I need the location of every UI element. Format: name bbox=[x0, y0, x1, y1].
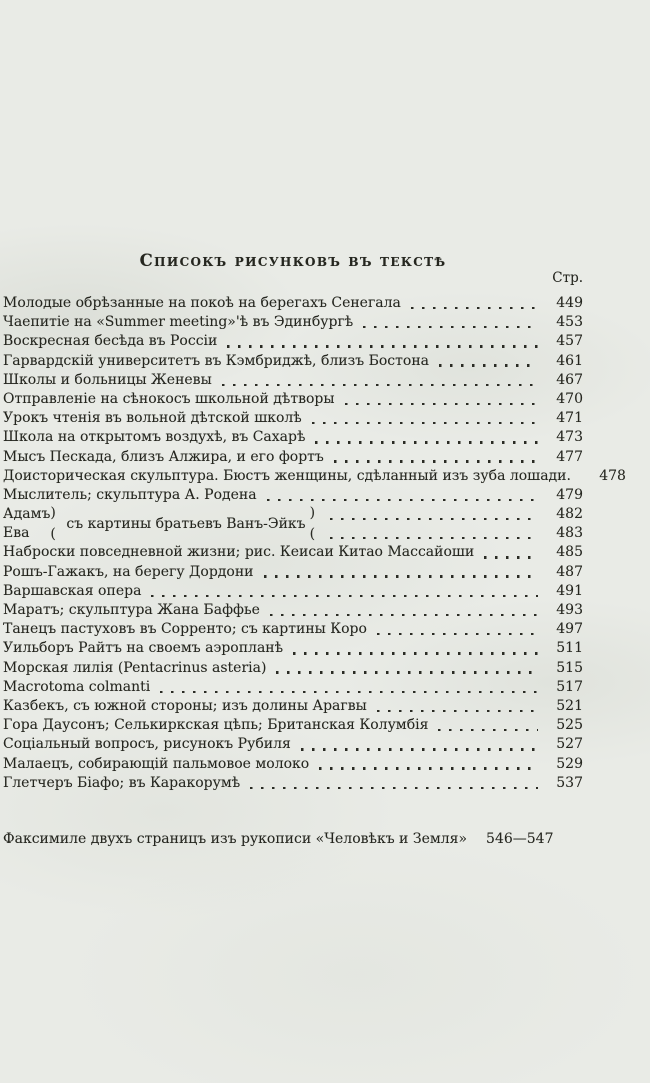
figure-entry-label: Рошъ-Гажакъ, на берегу Дордони bbox=[3, 563, 254, 580]
figure-entry-label: Глетчеръ Біафо; въ Каракорумѣ bbox=[3, 774, 241, 791]
figure-entry-page-number: 470 bbox=[556, 390, 583, 407]
figure-entry-label: Школы и больницы Женевы bbox=[3, 371, 212, 388]
dot-leader bbox=[267, 499, 538, 501]
dot-leader bbox=[222, 384, 538, 386]
figure-entry-label: Гора Даусонъ; Селькиркская цѣпь; Британская Колумбія bbox=[3, 717, 429, 734]
figure-entry-label: Адамъ bbox=[3, 506, 51, 523]
figure-entry-label: Мыслитель; скульптура А. Родена bbox=[3, 486, 257, 503]
figure-entry bbox=[3, 332, 583, 351]
figure-entry bbox=[3, 294, 583, 313]
figure-entry bbox=[3, 448, 583, 467]
figure-entry bbox=[3, 716, 583, 735]
figure-entry-label: Доисторическая скульптура. Бюстъ женщины, сдѣланный изъ зуба лошади. bbox=[3, 467, 571, 484]
figure-entry-page-number: 493 bbox=[556, 602, 583, 619]
figure-list-bottom bbox=[3, 543, 583, 792]
dot-leader bbox=[227, 345, 538, 347]
figure-entry-label: Молодые обрѣзанные на покоѣ на берегахъ Сенегала bbox=[3, 295, 401, 311]
figure-entry-page-number: 487 bbox=[556, 563, 583, 580]
figure-entry-page-number: 497 bbox=[556, 621, 583, 638]
figure-entry-page-number: 478 bbox=[599, 467, 626, 484]
dot-leader bbox=[411, 307, 538, 309]
brace-bottom-glyph: ( bbox=[50, 526, 56, 543]
dot-leader bbox=[270, 614, 538, 616]
figure-entry-page-number: 477 bbox=[556, 448, 583, 465]
figure-entry bbox=[3, 582, 583, 601]
figure-entry bbox=[3, 543, 583, 562]
dot-leader bbox=[439, 364, 538, 366]
figure-entry-page-number: 537 bbox=[556, 774, 583, 791]
dot-leader bbox=[330, 537, 538, 539]
figure-entry-label: Уильборъ Райтъ на своемъ аэропланѣ bbox=[3, 640, 284, 657]
brace-right bbox=[310, 505, 320, 543]
dot-leader bbox=[334, 460, 538, 462]
facsimile-entry bbox=[3, 831, 554, 847]
dot-leader bbox=[160, 691, 538, 693]
facsimile-entry-page-numbers: 546—547 bbox=[486, 831, 554, 847]
figure-entry-label: Маратъ; скульптура Жана Баффье bbox=[3, 602, 260, 619]
figure-entry-label: Наброски повседневной жизни; рис. Кеисаи Китао Массайоши bbox=[3, 544, 475, 561]
figure-entry bbox=[3, 352, 583, 371]
brace-top-glyph: ) bbox=[50, 505, 56, 522]
figure-entry bbox=[3, 678, 583, 697]
brace-bottom-glyph: ( bbox=[309, 526, 316, 543]
dot-leader bbox=[264, 575, 539, 577]
figure-entry-label: Школа на открытомъ воздухѣ, въ Сахарѣ bbox=[3, 429, 306, 446]
figure-entry-page-number: 521 bbox=[556, 697, 583, 714]
figure-entry-label: Соціальный вопросъ, рисунокъ Рубиля bbox=[3, 736, 291, 753]
figure-entry-page-number: 527 bbox=[556, 736, 583, 753]
dot-leader bbox=[276, 671, 538, 673]
dot-leader bbox=[484, 556, 538, 558]
figure-entry-page-number: 483 bbox=[556, 525, 583, 542]
figure-entry bbox=[3, 639, 583, 658]
figure-entry-page-number: 491 bbox=[556, 582, 583, 599]
figure-entry-page-number: 453 bbox=[556, 314, 583, 331]
grouped-figure-entries bbox=[3, 505, 583, 543]
figure-entry-page-number: 461 bbox=[556, 352, 583, 369]
figure-entry-page-number: 479 bbox=[556, 486, 583, 503]
dot-leader bbox=[151, 595, 538, 597]
page-column-header: Стр. bbox=[552, 270, 583, 286]
figure-entry-label: Урокъ чтенія въ вольной дѣтской школѣ bbox=[3, 410, 302, 427]
figure-entry bbox=[3, 428, 583, 447]
figure-entry-page-number: 473 bbox=[556, 429, 583, 446]
figure-entry-label: Морская лилія (Pentacrinus asteria) bbox=[3, 659, 267, 676]
dot-leader bbox=[312, 422, 538, 424]
dot-leader bbox=[319, 767, 538, 769]
figure-entry-label: Танецъ пастуховъ въ Сорренто; съ картины Коро bbox=[3, 621, 367, 638]
figure-entry-label: Macrotoma colmanti bbox=[3, 678, 151, 695]
dot-leader bbox=[330, 518, 538, 520]
figure-entry-page-number: 525 bbox=[556, 717, 583, 734]
figure-entry-page-number: 482 bbox=[556, 506, 583, 523]
brace-left bbox=[50, 505, 60, 543]
dot-leader bbox=[438, 729, 538, 731]
figure-entry-page-number: 449 bbox=[556, 295, 583, 311]
page-title: Списокъ рисунковъ въ текстѣ bbox=[139, 251, 447, 270]
figure-entry-page-number: 457 bbox=[556, 333, 583, 350]
figure-entry-label: Мысъ Пескада, близъ Алжира, и его фортъ bbox=[3, 448, 324, 465]
figure-entry-page-number: 529 bbox=[556, 755, 583, 772]
figure-list-top bbox=[3, 294, 626, 505]
brace-top-glyph: ) bbox=[309, 505, 316, 522]
figure-entry bbox=[3, 755, 583, 774]
figure-entry bbox=[3, 486, 583, 505]
figure-entry-label: Чаепитіе на «Summer meeting»'ѣ въ Эдинбургѣ bbox=[3, 314, 354, 331]
figure-entry-label: Гарвардскій университетъ въ Кэмбриджѣ, близъ Бостона bbox=[3, 352, 429, 369]
figure-entry-page-number: 467 bbox=[556, 371, 583, 388]
dot-leader bbox=[315, 441, 538, 443]
figure-entry bbox=[3, 697, 583, 716]
figure-entry-label: Отправленіе на сѣнокосъ школьной дѣтворы bbox=[3, 390, 335, 407]
facsimile-entry-label: Факсимиле двухъ страницъ изъ рукописи «Человѣкъ и Земля» bbox=[3, 831, 468, 847]
dot-leader bbox=[345, 403, 539, 405]
dot-leader bbox=[250, 787, 538, 789]
figure-entry bbox=[3, 563, 583, 582]
figure-entry-label: Ева bbox=[3, 525, 30, 542]
figure-entry-label: Варшавская опера bbox=[3, 582, 142, 599]
dot-leader bbox=[293, 652, 538, 654]
figure-entry bbox=[3, 774, 583, 793]
grouped-entry-pages bbox=[320, 505, 583, 543]
figure-entry-label: Казбекъ, съ южной стороны; изъ долины Арагвы bbox=[3, 697, 367, 714]
figure-entry bbox=[3, 467, 626, 486]
figure-entry bbox=[3, 620, 583, 639]
grouped-entry-shared-label: съ картины братьевъ Ванъ-Эйкъ bbox=[66, 516, 306, 533]
figure-entry bbox=[3, 313, 583, 332]
figure-entry-label: Воскресная бесѣда въ Россіи bbox=[3, 333, 218, 350]
dot-leader bbox=[301, 748, 538, 750]
figure-entry bbox=[3, 601, 583, 620]
figure-entry bbox=[3, 390, 583, 409]
grouped-entry-names bbox=[3, 505, 50, 543]
figure-entry-label: Малаецъ, собирающій пальмовое молоко bbox=[3, 755, 310, 772]
figure-entry bbox=[3, 659, 583, 678]
figure-entry-page-number: 471 bbox=[556, 410, 583, 427]
figure-entry-page-number: 517 bbox=[556, 678, 583, 695]
dot-leader bbox=[377, 710, 538, 712]
figure-entry bbox=[3, 371, 583, 390]
figure-entry bbox=[3, 409, 583, 428]
dot-leader bbox=[377, 633, 538, 635]
figure-entry-page-number: 485 bbox=[556, 544, 583, 561]
dot-leader bbox=[363, 326, 538, 328]
figure-entry-page-number: 511 bbox=[556, 640, 583, 657]
figure-list bbox=[3, 294, 626, 793]
figure-entry bbox=[3, 735, 583, 754]
figure-entry-page-number: 515 bbox=[556, 659, 583, 676]
